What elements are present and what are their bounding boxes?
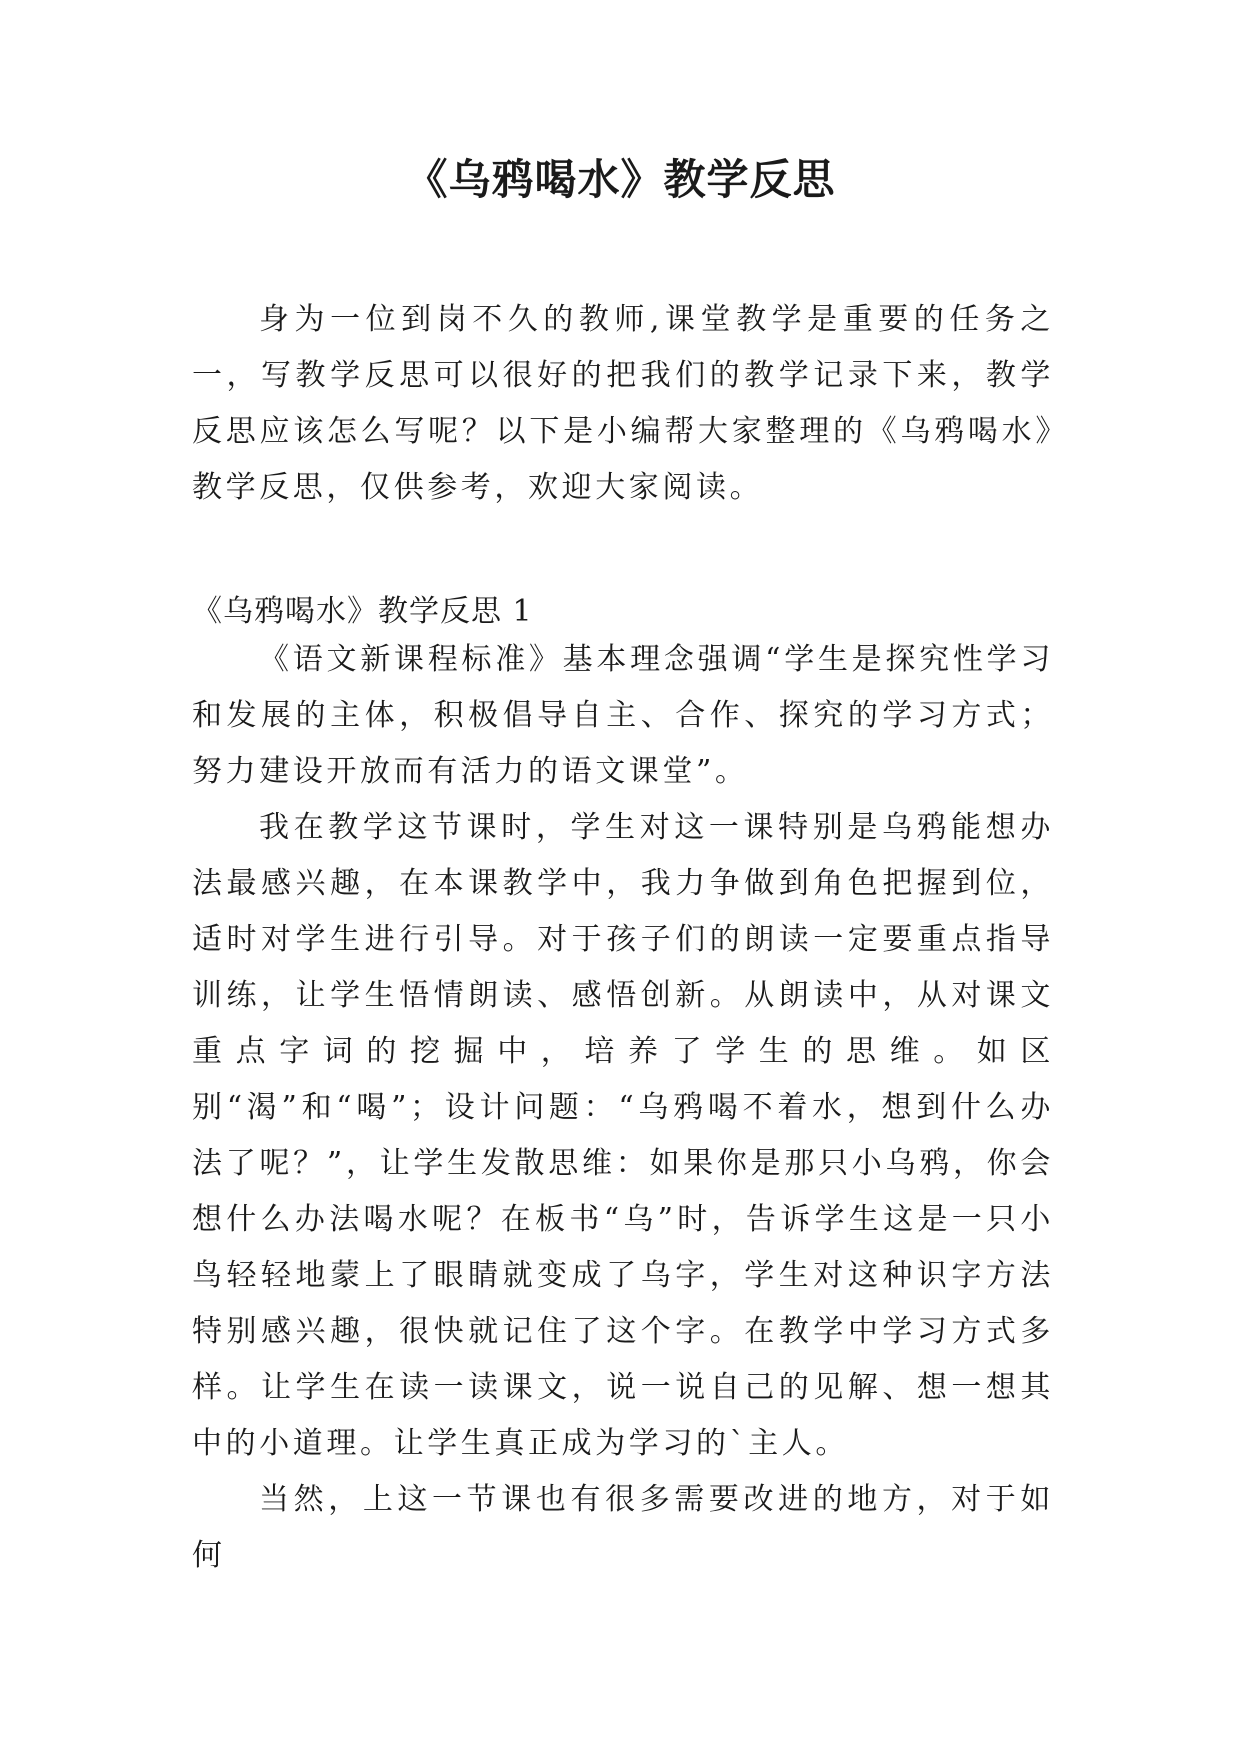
intro-paragraph: 身为一位到岗不久的教师,课堂教学是重要的任务之一，写教学反思可以很好的把我们的教学记录下来，教学反思应该怎么写呢？以下是小编帮大家整理的《乌鸦喝水》教学反思，仅供参考，欢迎大家阅读。 xyxy=(192,302,1054,505)
body-paragraph: 我在教学这节课时，学生对这一课特别是乌鸦能想办法最感兴趣，在本课教学中，我力争做到角色把握到位，适时对学生进行引导。对于孩子们的朗读一定要重点指导训练，让学生悟情朗读、感悟创新。从朗读中，从对课文重点字词的挖掘中，培养了学生的思维。如区别“渴”和“喝”；设计问题：“乌鸦喝不着水，想到什么办法了呢？”，让学生发散思维：如果你是那只小乌鸦，你会想什么办法喝水呢？在板书“乌”时，告诉学生这是一只小鸟轻轻地蒙上了眼睛就变成了乌字，学生对这种识字方法特别感兴趣，很快就记住了这个字。在教学中学习方式多样。让学生在读一读课文，说一说自己的见解、想一想其中的小道理。让学生真正成为学习的`主人。 xyxy=(192,810,1054,1461)
body-block xyxy=(192,632,1054,1584)
section-heading: 《乌鸦喝水》教学反思 1 xyxy=(192,594,533,629)
document-title: 《乌鸦喝水》教学反思 xyxy=(405,155,836,204)
body-paragraph: 《语文新课程标准》基本理念强调“学生是探究性学习和发展的主体，积极倡导自主、合作、探究的学习方式；努力建设开放而有活力的语文课堂”。 xyxy=(192,642,1054,789)
body-paragraph: 当然，上这一节课也有很多需要改进的地方，对于如何 xyxy=(192,1482,1054,1573)
intro-block xyxy=(192,292,1054,516)
